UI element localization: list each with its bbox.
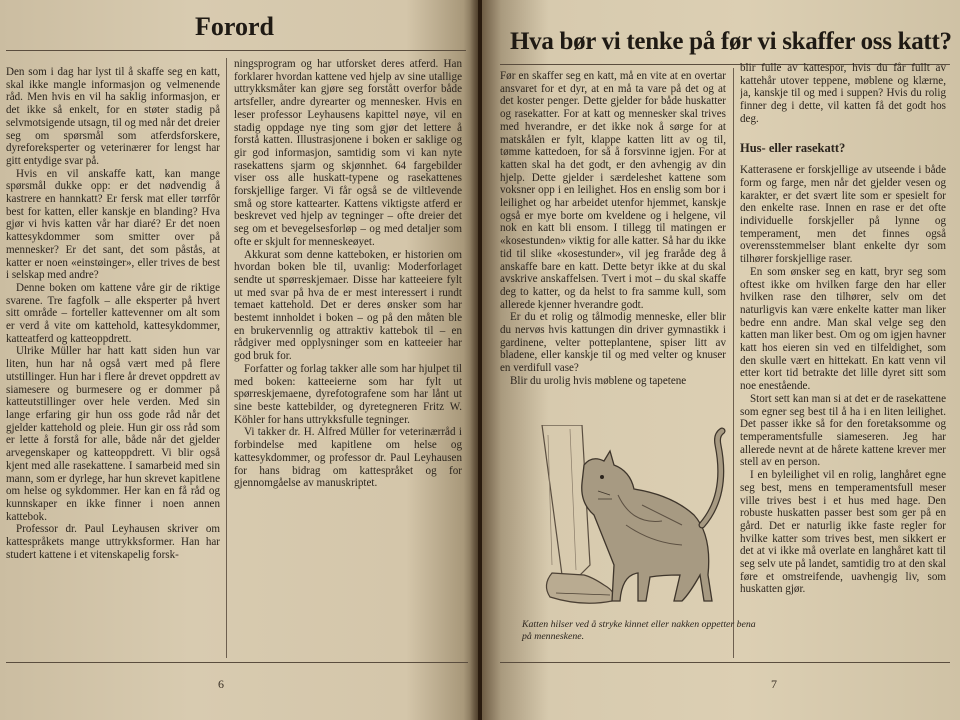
section-heading: Hus- eller rasekatt? (740, 140, 846, 155)
page-number: 6 (218, 677, 224, 691)
shoe (546, 573, 613, 603)
paragraph: Akkurat som denne katteboken, er historien om hvordan boken ble til, uvanlig: Moderforlaget sendte ut spørreskjemaer. Disse har katteeiere fylt ut med svar på hva de er mest interessert i rundt temaet kattehold. Det er deres ønsker som har bestemt innholdet i boken – og på den måten ble en brukervennlig og attraktiv kattebok til – en rådgiver med opplysninger som en katteeier har god bruk for. (234, 248, 462, 363)
left-column-2 (234, 58, 462, 652)
cat-eye (600, 475, 604, 479)
footer-rule (500, 662, 950, 663)
cat-illustration (522, 425, 762, 615)
paragraph: Stort sett kan man si at det er de rasekattene som egner seg best til å ha i en liten leilighet. Det passer ikke så for den foretaksomme og temperamentsfulle siameseren. Jeg har allerede nevnt at de hårete kattene krever mer stell av en person. (740, 392, 946, 469)
paragraph: Katterasene er forskjellige av utseende i både form og farge, men når det gjelder vesen og karakter, er det svært lite som er spesielt for den enkelte rase. Innen en rase er det ofte individuelle forskjeller på lynne og temperament, men det finnes også overensstemmelser blant enkelte dyr som tilhører forskjellige raser. (740, 164, 946, 266)
left-page (0, 0, 478, 720)
paragraph: I en byleilighet vil en rolig, langhåret egne seg best, mens en temperamentsfull meser ville trives best i et hus med hage. Den robuste huskatten passer best som ger på en gård. Det er naturlig ikke faste regler for hvilke katter som trives best, men sikkert er det at vi ikke må overlate en langhåret katt til seg selv ute på landet, samtidig tro at den skal føre et omstreifende, uavhengig liv, som huskatten gjør. (740, 469, 946, 596)
paragraph: Forfatter og forlag takker alle som har hjulpet til med boken: katteeierne som har fylt ut spørreskjemaene, dyrefotografene som har lånt ut sine beste kattebilder, og dyretegneren Fritz W. Köhler for hans uttrykksfulle tegninger. (234, 362, 462, 426)
paragraph: Ulrike Müller har hatt katt siden hun var liten, hun har nå også vært med på flere utstillinger. Hun har i flere år drevet oppdrett av siamesere og burmesere og er dommer på katteutstillinger over hele verden. Med sin lange erfaring gir hun oss gode råd når det gjelder kattehold og pleie. Hun gir oss råd som er lette å forstå for alle, både når det gjelder arvegenskaper og katteoppdrett. Vi blir også kjent med alle rasekattene. I samarbeid med sin mann, som er dyrlege, har hun skrevet kapitlene om helse og sykdommer. Her kan en få råd og kunnskaper en ikke finner i noen annen kattebok. (6, 345, 220, 523)
footer-rule (6, 662, 468, 663)
paragraph: En som ønsker seg en katt, bryr seg som oftest ikke om hvilken farge den har eller hvilken rase den tilhører, selv om det naturligvis kan være enkelte katter man liker bedre enn andre. Man skal velge seg den katten man liker best. Om og om igjen havner katt hos eieren sin ved en tilfeldighet, som den skulle vært en hittekatt. En katt venn vil etter kort tid betrakte det lille dyret sitt som noe enestående. (740, 265, 946, 393)
paragraph: Den som i dag har lyst til å skaffe seg en katt, skal ikke mangle informasjon og velmenende råd. Men hvis en vil ha saklig informasjon, er det ikke så enkelt, for en støter stadig på selvmotsigende utsagn, til og med når det dreier seg om spørsmål som atferdsforskere, dyreforeksperter og veterinærer for lengst har gitt entydige svar på. (6, 66, 220, 167)
right-page-title: Hva bør vi tenke på før vi skaffer oss katt? (510, 28, 952, 55)
paragraph: Er du et rolig og tålmodig menneske, eller blir du nervøs hvis kattungen din driver gymnastikk i gardinene, velter potteplantene, spiser litt av bladene, eller kanskje til og med velter og knuser en verdifull vase? (500, 311, 726, 375)
illustration-caption: Katten hilser ved å stryke kinnet eller nakken oppetter bena på menneskene. (522, 619, 756, 642)
right-column-2 (740, 62, 946, 652)
paragraph: Hvis en vil anskaffe katt, kan mange spørsmål dukke opp: er det nødvendig å kastrere en hannkatt? Er fersk mat eller tørrfôr best for katten, eller kanskje en blanding? Hva gjør vi hvis katten vår har diaré? Er det noen kattesykdommer som smitter over på mennesker? Er det sant, det som påstås, at katter er noen «einstøinger», eller trives de best i selskap med andre? (6, 167, 220, 282)
title-rule (6, 50, 466, 51)
paragraph: Før en skaffer seg en katt, må en vite at en overtar ansvaret for et dyr, at en må ta vare på det og at det koster penger. Dette gjelder for både huskatter og rasekatter. For at katt og mennesker skal trives med hverandre, er det ikke nok å sørge for at matskålen er fylt, klappe katten litt av og til, tømme kattedoen, for så å forsvinne igjen. For at katten skal ha det godt, er den avhengig av din hjelp. Dette gjelder i særdeleshet kattene som voksner opp i en leilighet. Hos en enslig som bor i leilighet og har arbeidet utenfor hjemmet, kanskje også er mye borte om kveldene og i helgene, vil nok en katt bli ensom. I tillegg til matingen er «kosestunden» viktig for alle katter. Så har du ikke tid til slike «kosestunder», vil jeg fraråde deg å anskaffe bare en katt. Dette betyr ikke at du skal avskrive anskaffelsen. Tvert i mot – du skal skaffe deg to katter, og da helst to fra samme kull, som allerede kjenner hverandre godt. (500, 70, 726, 311)
paragraph: ningsprogram og har utforsket deres atferd. Han forklarer hvordan kattene ved hjelp av sine utallige uttrykksmåter kan gjøre seg forstått overfor både artsfeller, andre dyrearter og mennesker. Hvis en leser professor Leyhausens kapittel nøye, vil en stadig oppdage nye ting som gjør det lettere å forstå katten. Illustrasjonene i boken er saklige og gir god informasjon, samtidig som vi kan nyte rasekattens sjarm og skjønnhet. 64 fargebilder viser oss alle huskatt-typene og rasekattenes forskjellige farger. Vi får også se de viltlevende små og store kattearter. Kattens viktigste atferd er beskrevet ved hjelp av tegninger – ofte dreier det seg om et bevegelsesforløp – og med detaljer som ofte er skjult for menneskeøyet. (234, 58, 462, 248)
cat-body (582, 451, 712, 601)
page-number: 7 (771, 677, 777, 691)
paragraph: blir fulle av kattespor, hvis du får fullt av kattehår utover teppene, møblene og klærne, ja, kanskje til og med i suppen? Hvis du rolig finner deg i dette, vil katten få det godt hos deg. (740, 62, 946, 125)
paragraph: Denne boken om kattene våre gir de riktige svarene. Tre fagfolk – alle eksperter på hvert sitt område – forteller kattevenner om alt som er verd å vite om kattehold, kattesykdommer, katteatferd og katteoppdrett. (6, 281, 220, 345)
trouser-leg (542, 425, 590, 575)
right-page (482, 0, 960, 720)
left-column-1 (6, 66, 220, 652)
cat-tail-fill (702, 431, 722, 525)
right-column-1 (500, 70, 726, 422)
paragraph: Vi takker dr. H. Alfred Müller for veterinærråd i forbindelse med kapitlene om helse og kattesykdommer, og professor dr. Paul Leyhausen for hans bidrag om kattespråket og for gjennomgåelse av manuskriptet. (234, 426, 462, 490)
paragraph: Professor dr. Paul Leyhausen skriver om kattespråkets mange uttrykksformer. Han har studert kattene i et vitenskapelig forsk- (6, 523, 220, 561)
column-divider (226, 58, 227, 658)
paragraph: Blir du urolig hvis møblene og tapetene (510, 374, 687, 387)
left-page-title: Forord (195, 12, 274, 41)
